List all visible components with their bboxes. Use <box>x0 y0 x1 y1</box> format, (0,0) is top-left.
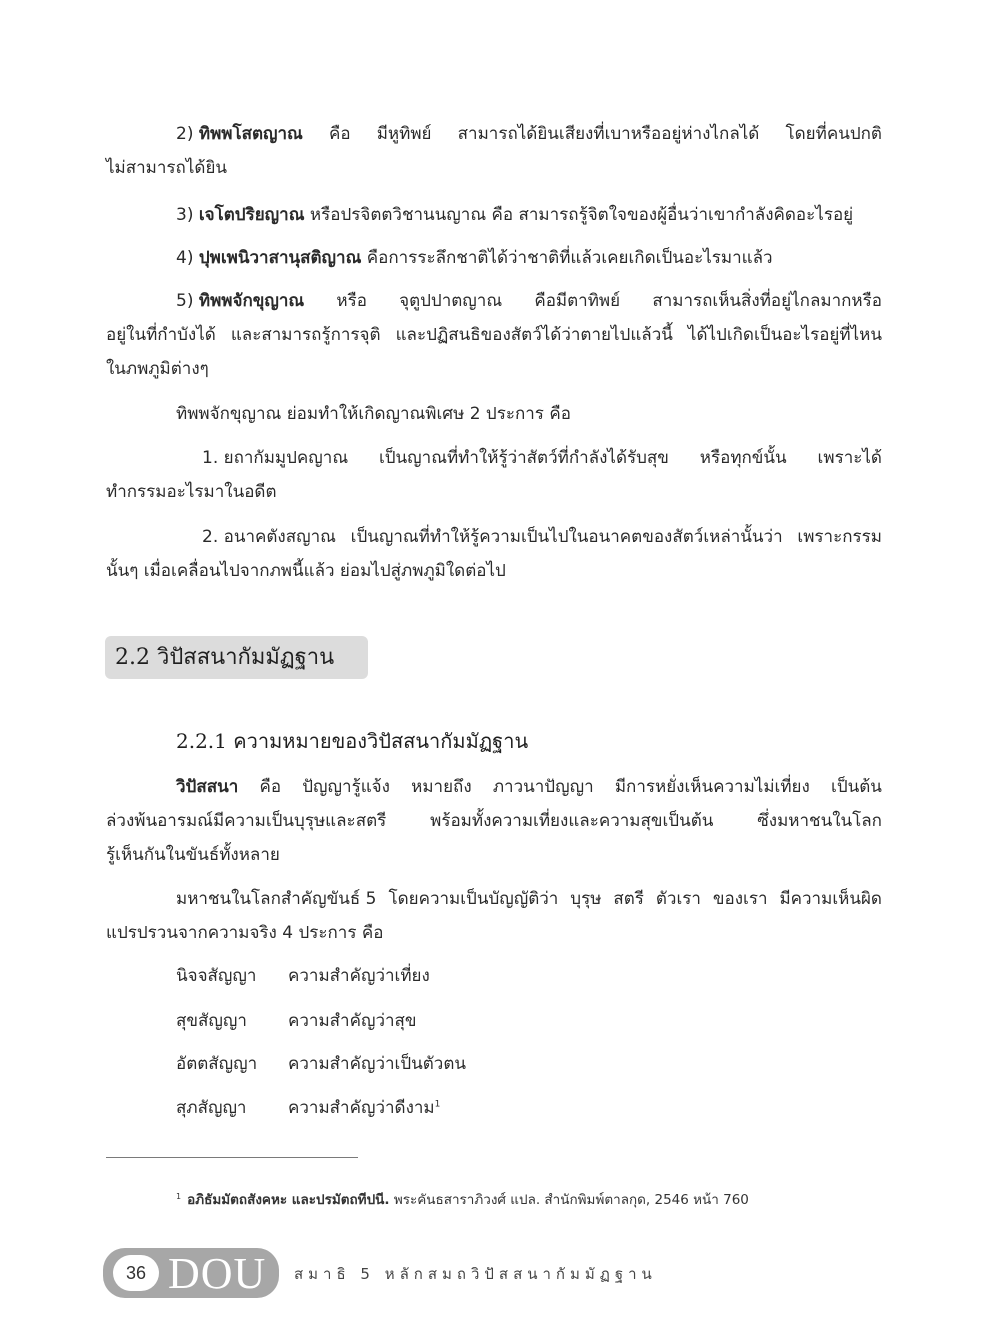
paragraph-special-item-2: 2. อนาคตังสญาณ เป็นญาณที่ทำให้รู้ความเป็นไปในอนาคตของสัตว์เหล่านั้นว่า เพราะกรรม นั้นๆ เมื่อเคลื่อนไปจากภพนี้แล้ว ย่อมไปสู่ภพภูมิใดต่อไป <box>106 527 882 581</box>
footnote-mark: 1 <box>176 1191 182 1201</box>
paragraph-pubbenivasa: 4) ปุพเพนิวาสานุสติญาณ คือการระลึกชาติได้ว่าชาติที่แล้วเคยเกิดเป็นอะไรมาแล้ว <box>106 241 882 275</box>
brand-logo: DOU <box>168 1249 267 1298</box>
list-item: อัตตสัญญา ความสำคัญว่าเป็นตัวตน <box>176 1054 467 1074</box>
term-dibba-cakkhu: ทิพพจักขุญาณ <box>198 291 305 311</box>
subsection-title: 2.2.1 ความหมายของวิปัสสนากัมมัฏฐาน <box>176 729 529 753</box>
paragraph-special-item-1: 1. ยถากัมมูปคญาณ เป็นญาณที่ทำให้รู้ว่าสัตว์ที่กำลังได้รับสุข หรือทุกข์นั้น เพราะได้ ทำกรรมอะไรมาในอดีต <box>106 448 882 502</box>
footnote-reference[interactable]: 1 <box>434 1099 441 1110</box>
footnote: $^1$ อภิธัมมัตถสังคหะ และปรมัตถทีปนี. พระคันธสาราภิวงศ์ แปล. สำนักพิมพ์ตาลกุด, 2546 หน้า 760 <box>176 1191 749 1208</box>
paragraph-special-intro: ทิพพจักขุญาณ ย่อมทำให้เกิดญาณพิเศษ 2 ประการ คือ <box>176 404 571 424</box>
paragraph-ceto-pariya: 3) เจโตปริยญาณ หรือปรจิตตวิชานนญาณ คือ สามารถรู้จิตใจของผู้อื่นว่าเขากำลังคิดอะไรอยู่ <box>106 198 882 232</box>
list-item: นิจจสัญญา ความสำคัญว่าเที่ยง <box>176 966 430 986</box>
list-item: สุขสัญญา ความสำคัญว่าสุข <box>176 1011 417 1031</box>
list-item: สุภสัญญา ความสำคัญว่าดีงาม$^1$ <box>176 1098 441 1118</box>
running-footer-title: สมาธิ 5 หลักสมถวิปัสสนากัมมัฏฐาน <box>294 1265 657 1283</box>
term-pubbenivasa: ปุพเพนิวาสานุสติญาณ <box>198 248 362 268</box>
paragraph-dibba-sota: 2) ทิพพโสตญาณ คือ มีหูทิพย์ สามารถได้ยินเสียงที่เบาหรืออยู่ห่างไกลได้ โดยที่คนปกติ ไม่สามารถได้ยิน <box>106 124 882 178</box>
paragraph-dibba-cakkhu: 5) ทิพพจักขุญาณ หรือ จุตูปปาตญาณ คือมีตาทิพย์ สามารถเห็นสิ่งที่อยู่ไกลมากหรือ อยู่ในที่กำบังได้ และสามารถรู้การจุติ และปฏิสนธิของสัตว์ได้ว่าตายไปแล้วนี้ ได้ไปเกิดเป็นอะไรอยู่ที่ไหน ในภพภูมิต่างๆ <box>106 291 882 379</box>
term-dibba-sota: ทิพพโสตญาณ <box>198 124 303 144</box>
section-title: 2.2 วิปัสสนากัมมัฏฐาน <box>115 645 335 670</box>
paragraph-mahachon: มหาชนในโลกสำคัญขันธ์ 5 โดยความเป็นบัญญัติว่า บุรุษ สตรี ตัวเรา ของเรา มีความเห็นผิด แปรปรวนจากความจริง 4 ประการ คือ <box>106 889 882 943</box>
term-vipassana: วิปัสสนา <box>176 777 239 797</box>
footnote-divider <box>106 1157 358 1158</box>
footnote-book-title: อภิธัมมัตถสังคหะ และปรมัตถทีปนี. <box>187 1192 390 1208</box>
page-number: 36 <box>113 1255 159 1291</box>
paragraph-vipassana-definition: วิปัสสนา คือ ปัญญารู้แจ้ง หมายถึง ภาวนาปัญญา มีการหยั่งเห็นความไม่เที่ยง เป็นต้น ล่วงพ้นอารมณ์มีความเป็นบุรุษและสตรี พร้อมทั้งความเที่ยงและความสุขเป็นต้น ซึ่งมหาชนในโลก รู้เห็นกันในขันธ์ทั้งหลาย <box>106 770 882 872</box>
term-ceto-pariya: เจโตปริยญาณ <box>198 205 305 225</box>
